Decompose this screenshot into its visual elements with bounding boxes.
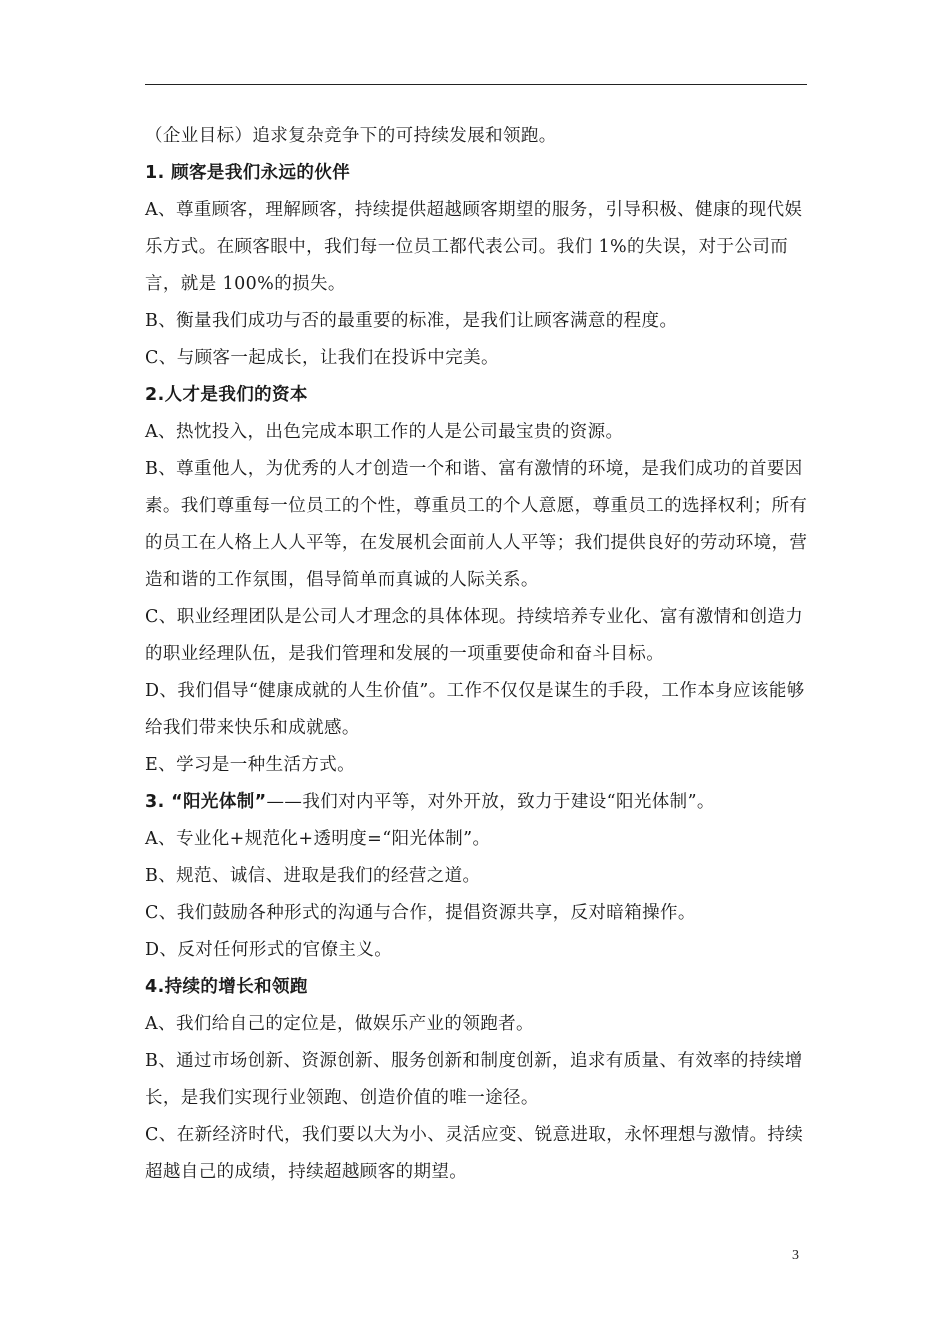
paragraph-1b: B、衡量我们成功与否的最重要的标准，是我们让顾客满意的程度。: [145, 311, 678, 331]
paragraph-2b: B、尊重他人，为优秀的人才创造一个和谐、富有激情的环境，是我们成功的首要因素。我们尊重每一位员工的个性，尊重员工的个人意愿，尊重员工的选择权利；所有的员工在人格上人人平等，在发展机会面前人人平等；我们提供良好的劳动环境，营造和谐的工作氛围，倡导简单而真诚的人际关系。: [145, 459, 808, 590]
paragraph-2c: C、职业经理团队是公司人才理念的具体体现。持续培养专业化、富有激情和创造力的职业经理队伍，是我们管理和发展的一项重要使命和奋斗目标。: [145, 607, 804, 664]
section-heading-3-rest: ——我们对内平等，对外开放，致力于建设“阳光体制”。: [266, 792, 715, 812]
paragraph-1c: C、与顾客一起成长，让我们在投诉中完美。: [145, 348, 499, 368]
paragraph-1a: A、尊重顾客，理解顾客，持续提供超越顾客期望的服务，引导积极、健康的现代娱乐方式。在顾客眼中，我们每一位员工都代表公司。我们 1%的失误，对于公司而言，就是 100%的损失。: [145, 200, 803, 294]
paragraph-3b: B、规范、诚信、进取是我们的经营之道。: [145, 866, 481, 886]
paragraph-4b: B、通过市场创新、资源创新、服务创新和制度创新，追求有质量、有效率的持续增长，是我们实现行业领跑、创造价值的唯一途径。: [145, 1051, 803, 1108]
paragraph-2d: D、我们倡导“健康成就的人生价值”。工作不仅仅是谋生的手段，工作本身应该能够给我们带来快乐和成就感。: [145, 681, 805, 738]
page-number: 3: [792, 1248, 799, 1263]
section-heading-3: [145, 784, 813, 821]
section-heading-4: 4.持续的增长和领跑: [145, 977, 308, 997]
paragraph-3a: A、专业化+规范化+透明度=“阳光体制”。: [145, 829, 491, 849]
header-rule: [145, 84, 807, 85]
paragraph-4c: C、在新经济时代，我们要以大为小、灵活应变、锐意进取，永怀理想与激情。持续超越自己的成绩，持续超越顾客的期望。: [145, 1125, 804, 1182]
paragraph-3c: C、我们鼓励各种形式的沟通与合作，提倡资源共享，反对暗箱操作。: [145, 903, 696, 923]
document-body: [145, 118, 813, 1191]
intro-paragraph: （企业目标）追求复杂竞争下的可持续发展和领跑。: [145, 126, 557, 146]
section-heading-3-bold: 3. “阳光体制”: [145, 792, 267, 812]
section-heading-1: 1. 顾客是我们永远的伙伴: [145, 163, 351, 183]
paragraph-2e: E、学习是一种生活方式。: [145, 755, 356, 775]
section-heading-2: 2.人才是我们的资本: [145, 385, 308, 405]
paragraph-4a: A、我们给自己的定位是，做娱乐产业的领跑者。: [145, 1014, 534, 1034]
paragraph-2a: A、热忱投入，出色完成本职工作的人是公司最宝贵的资源。: [145, 422, 624, 442]
paragraph-3d: D、反对任何形式的官僚主义。: [145, 940, 393, 960]
